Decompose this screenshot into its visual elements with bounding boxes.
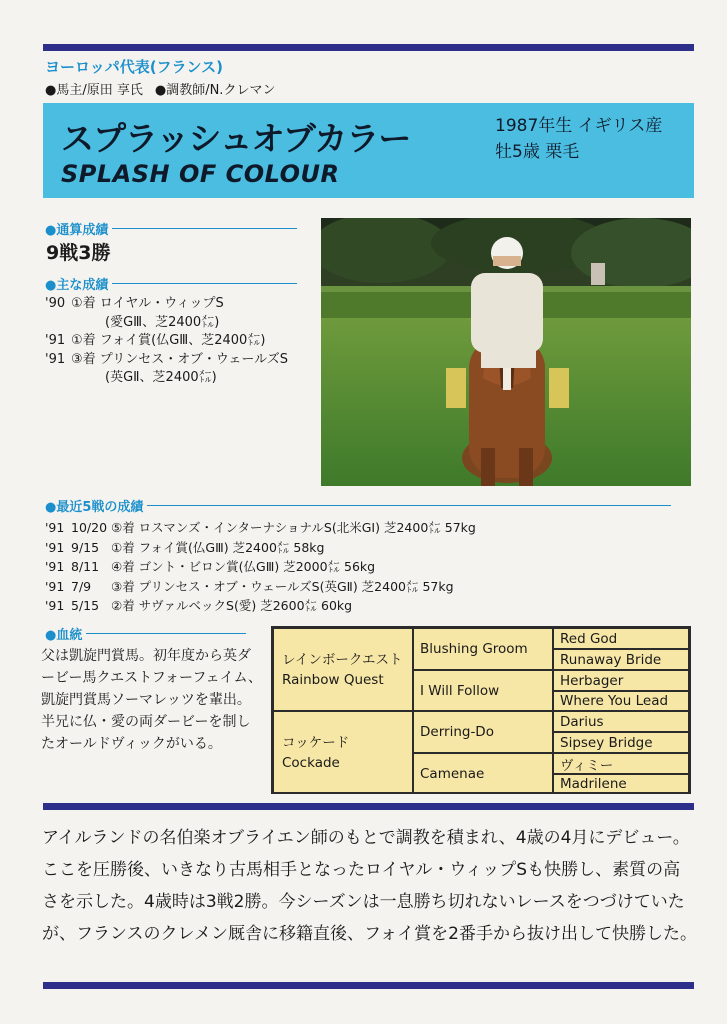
bloodline-heading bbox=[45, 624, 246, 643]
birth-info: 1987年生 イギリス産 bbox=[495, 116, 663, 136]
pedigree-gen3-cell: Madrilene bbox=[553, 774, 689, 794]
bloodline-heading-text: ●血統 bbox=[45, 628, 83, 643]
major-results bbox=[45, 295, 288, 388]
pedigree-gen2-cell: Camenae bbox=[413, 753, 553, 794]
pedigree-gen3-cell: Herbager bbox=[553, 670, 689, 691]
description-text: アイルランドの名伯楽オブライエン師のもとで調教を積まれ、4歳の4月にデビュー。ここを圧勝後、いきなり古馬相手となったロイヤル・ウィップSも快勝し、素質の高さを示した。4歳時は3戦2勝。今シーズンは一息勝ち切れないレースをつづけていたが、フランスのクレメン厩舎に移籍直後、フォイ賞を2番手から抜け出して快勝した。 bbox=[42, 828, 697, 944]
bloodline-text: 父は凱旋門賞馬。初年度から英ダービー馬クエストフォーフェイム、凱旋門賞馬ソーマレッツを輩出。半兄に仏・愛の両ダービーを制したオールドヴィックがいる。 bbox=[41, 648, 263, 752]
pedigree-dam bbox=[273, 711, 413, 794]
pedigree-gen3-cell: ヴィミー bbox=[553, 753, 689, 774]
pedigree-gen3-cell: Sipsey Bridge bbox=[553, 732, 689, 753]
pedigree-gen3-cell: Darius bbox=[553, 711, 689, 732]
trainer-label: ●調教師/N.クレマン bbox=[154, 83, 276, 98]
major-row: '90 ①着 ロイヤル・ウィップS bbox=[45, 296, 224, 311]
age-info: 牡5歳 栗毛 bbox=[495, 142, 580, 162]
pedigree-gen3-cell: Runaway Bride bbox=[553, 649, 689, 670]
recent-heading-line bbox=[147, 505, 671, 506]
pedigree-sire bbox=[273, 628, 413, 711]
record-heading-line bbox=[112, 228, 297, 229]
owner-label: ●馬主/原田 享氏 bbox=[45, 83, 143, 98]
major-row: (英GⅡ、芝2400㍍) bbox=[105, 370, 217, 385]
major-heading bbox=[45, 274, 297, 293]
major-row: (愛GⅢ、芝2400㍍) bbox=[105, 314, 220, 330]
major-row: '91 ①着 フォイ賞(仏GⅢ、芝2400㍍) bbox=[45, 333, 266, 348]
recent-heading bbox=[45, 496, 671, 515]
career-record: 9戦3勝 bbox=[46, 242, 111, 264]
pedigree-gen3-cell: Red God bbox=[553, 628, 689, 649]
horse-name-en: SPLASH OF COLOUR bbox=[61, 160, 340, 188]
top-rule bbox=[43, 44, 694, 51]
recent-row: '91 10/20 ⑤着 ロスマンズ・インターナショナルS(北米GⅠ) 芝2400㍍ 57kg bbox=[45, 520, 476, 535]
pedigree-table bbox=[271, 626, 691, 794]
recent-results bbox=[45, 518, 476, 616]
dam-name-jp: コッケード bbox=[282, 734, 350, 751]
horse-name-jp: スプラッシュオブカラー bbox=[61, 119, 411, 158]
pedigree-gen2-cell: Derring-Do bbox=[413, 711, 553, 753]
major-heading-text: ●主な成績 bbox=[45, 278, 109, 293]
recent-row: '91 9/15 ①着 フォイ賞(仏GⅢ) 芝2400㍍ 58kg bbox=[45, 539, 325, 555]
pedigree-gen2-cell: I Will Follow bbox=[413, 670, 553, 711]
recent-row: '91 8/11 ④着 ゴント・ビロン賞(仏GⅢ) 芝2000㍍ 56kg bbox=[45, 559, 376, 574]
name-banner bbox=[43, 103, 694, 198]
record-heading-text: ●通算成績 bbox=[45, 223, 109, 238]
horse-photo bbox=[321, 218, 691, 486]
bloodline-heading-line bbox=[86, 633, 246, 634]
owner-trainer-line bbox=[45, 79, 275, 98]
recent-heading-text: ●最近5戦の成績 bbox=[45, 500, 144, 515]
recent-row: '91 7/9 ③着 プリンセス・オブ・ウェールズS(英GⅡ) 芝2400㍍ 57kg bbox=[45, 578, 454, 594]
record-heading bbox=[45, 219, 297, 238]
dam-name-en: Cockade bbox=[282, 754, 340, 771]
sire-name-jp: レインボークエスト bbox=[282, 651, 403, 668]
major-heading-line bbox=[112, 283, 297, 284]
pedigree-gen2-cell: Blushing Groom bbox=[413, 628, 553, 670]
middle-rule bbox=[43, 803, 694, 810]
sire-name-en: Rainbow Quest bbox=[282, 671, 384, 688]
region-label: ヨーロッパ代表(フランス) bbox=[45, 58, 223, 76]
bottom-rule bbox=[43, 982, 694, 989]
horse-photo-illustration bbox=[321, 218, 691, 486]
major-row: '91 ③着 プリンセス・オブ・ウェールズS bbox=[45, 351, 288, 367]
recent-row: '91 5/15 ②着 サヴァルベックS(愛) 芝2600㍍ 60kg bbox=[45, 598, 353, 613]
pedigree-gen3-cell: Where You Lead bbox=[553, 691, 689, 711]
